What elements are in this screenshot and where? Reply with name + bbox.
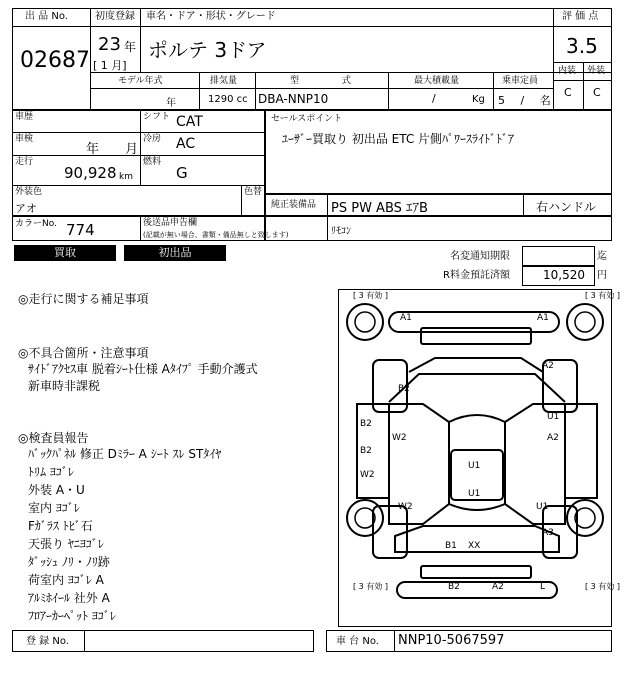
inspector-line: 外装 A・U xyxy=(28,483,85,497)
tread-label: [ 3 有効 ] xyxy=(585,291,620,300)
damage-mark: B2 xyxy=(448,582,460,592)
exterior-label: 外装 xyxy=(587,66,606,76)
damage-mark: A2 xyxy=(542,361,554,371)
driving-header: ◎走行に関する補足事項 xyxy=(18,292,149,306)
reg-month: [ 1 月] xyxy=(93,59,127,72)
name-change-unit: 迄 xyxy=(597,251,607,262)
aftermarket-label: 後送品申告欄 xyxy=(143,218,198,228)
tread-label: [ 3 有効 ] xyxy=(585,582,620,591)
inspector-line: Fｶﾞﾗｽ ﾄﾋﾞ石 xyxy=(28,519,93,533)
damage-mark: A1 xyxy=(400,313,412,323)
shift-label: シフト xyxy=(143,112,171,122)
remote-block xyxy=(265,216,612,241)
damage-mark: U1 xyxy=(468,489,481,499)
lot-label: 出 品 No. xyxy=(25,11,68,22)
chassis-label: 車 台 No. xyxy=(336,636,379,647)
damage-mark: B2 xyxy=(398,384,410,394)
damage-mark: U1 xyxy=(536,502,549,512)
chassis-no: NNP10-5067597 xyxy=(398,633,505,648)
load-unit: Kg xyxy=(472,94,485,105)
damage-mark: W2 xyxy=(360,470,375,480)
recycle-amount: 10,520 xyxy=(543,268,585,282)
color-no-label: カラーNo. xyxy=(15,219,57,229)
tread-label: [ 3 有効 ] xyxy=(353,291,388,300)
displacement-label: 排気量 xyxy=(210,76,238,86)
tread-label: [ 3 有効 ] xyxy=(353,582,388,591)
shift-value: CAT xyxy=(176,114,203,130)
badge-shoshuppin: 初出品 xyxy=(124,245,226,261)
mileage-label: 走行 xyxy=(15,157,34,167)
damage-mark: B1 xyxy=(445,541,457,551)
model-year-label: モデル年式 xyxy=(118,76,163,86)
rating-score: 3.5 xyxy=(566,34,598,58)
damage-mark: B2 xyxy=(360,446,372,456)
lot-number: 02687 xyxy=(20,48,90,73)
color-label: 外装色 xyxy=(15,187,43,197)
model-year: 年 xyxy=(166,98,176,109)
cooler-value: AC xyxy=(176,136,196,152)
recycle-label: R料金預託済額 xyxy=(443,270,510,281)
damage-mark: W2 xyxy=(398,502,413,512)
interior-grade: C xyxy=(564,86,572,99)
remote: ﾘﾓｺﾝ xyxy=(331,226,351,237)
equipment: PS PW ABS ｴｱB xyxy=(331,201,428,216)
inspector-line: ﾄﾘﾑ ﾖｺﾞﾚ xyxy=(28,465,74,479)
type: DBA-NNP10 xyxy=(258,92,329,106)
damage-mark: B2 xyxy=(360,419,372,429)
defects-header: ◎不具合箇所・注意事項 xyxy=(18,346,149,360)
inspector-line: ｱﾙﾐﾎｲｰﾙ 社外 A xyxy=(28,591,110,605)
mileage-value: 90,928 xyxy=(64,164,117,182)
color-change-label: 色替 xyxy=(244,187,263,197)
capacity-label: 乗車定員 xyxy=(502,76,539,86)
cooler-label: 冷房 xyxy=(143,134,162,144)
displacement: 1290 cc xyxy=(208,94,248,105)
car-diagram xyxy=(338,289,612,627)
recycle-unit: 円 xyxy=(597,270,607,281)
capacity: 5 / 名 xyxy=(498,94,551,107)
color-value: アオ xyxy=(15,202,37,215)
inspector-line: ﾀﾞｯｼｭ ﾉﾘ・ﾉﾘ跡 xyxy=(28,555,110,569)
max-load-label: 最大積載量 xyxy=(414,76,460,86)
rating-label: 評 価 点 xyxy=(562,11,599,22)
max-load: / xyxy=(432,92,436,105)
color-no-value: 774 xyxy=(66,221,95,239)
damage-mark: A2 xyxy=(547,433,559,443)
inspector-line: 室内 ﾖｺﾞﾚ xyxy=(28,501,80,515)
mileage-unit: km xyxy=(119,172,133,182)
inspector-line: ﾊﾞｯｸﾊﾟﾈﾙ 修正 Dﾐﾗｰ A ｼｰﾄ ｽﾚ STﾀｲﾔ xyxy=(28,447,222,461)
name-change-label: 名変通知期限 xyxy=(450,251,510,262)
inspector-line: 荷室内 ﾖｺﾞﾚ A xyxy=(28,573,104,587)
interior-label: 内装 xyxy=(558,66,577,76)
exterior-grade: C xyxy=(593,86,601,99)
inspector-line: ﾌﾛｱｰｶｰﾍﾟｯﾄ ﾖｺﾞﾚ xyxy=(28,609,116,623)
car-name-label: 車名・ドア・形状・グレード xyxy=(146,11,276,22)
aftermarket-note: (記載が無い場合、書類・備品無しと致します) xyxy=(143,231,289,239)
inspection-value: 年 月 xyxy=(86,142,139,157)
history-label: 車歴 xyxy=(15,112,34,122)
badge-kaitori: 買取 xyxy=(14,245,116,261)
defect-line: ｻｲﾄﾞｱｸｾｽ車 脱着ｼｰﾄ仕様 Aﾀｲﾌﾟ 手動介護式 xyxy=(28,362,258,376)
reg-no-label: 登 録 No. xyxy=(26,636,69,647)
inspector-line: 天張り ﾔﾆﾖｺﾞﾚ xyxy=(28,537,104,551)
name-change-box xyxy=(522,246,595,266)
damage-mark: XX xyxy=(468,541,481,551)
fuel-label: 燃料 xyxy=(143,157,162,167)
sales-label: セールスポイント xyxy=(271,114,343,124)
first-reg-label: 初度登録 xyxy=(95,11,135,22)
details-block xyxy=(12,110,265,216)
sales-text: ﾕｰｻﾞｰ買取り 初出品 ETC 片側ﾊﾟﾜｰｽﾗｲﾄﾞﾄﾞｱ xyxy=(282,132,515,146)
inspection-label: 車検 xyxy=(15,134,34,144)
car-diagram-drawing xyxy=(339,290,611,626)
car-name: ポルテ 3ドア xyxy=(148,38,267,62)
damage-mark: A1 xyxy=(537,313,549,323)
inspector-header: ◎検査員報告 xyxy=(18,431,89,445)
reg-year: 23 xyxy=(98,34,121,55)
defect-line: 新車時非課税 xyxy=(28,379,101,393)
damage-mark: A3 xyxy=(542,528,554,538)
handle: 右ハンドル xyxy=(536,200,597,214)
damage-mark: A2 xyxy=(492,582,504,592)
reg-year-unit: 年 xyxy=(124,40,137,54)
fuel-value: G xyxy=(176,164,188,182)
damage-mark: L xyxy=(540,582,546,592)
damage-mark: U1 xyxy=(468,461,481,471)
equip-label: 純正装備品 xyxy=(271,200,317,210)
damage-mark: W2 xyxy=(392,433,407,443)
type-label: 型 式 xyxy=(290,76,351,86)
damage-mark: U1 xyxy=(547,412,560,422)
